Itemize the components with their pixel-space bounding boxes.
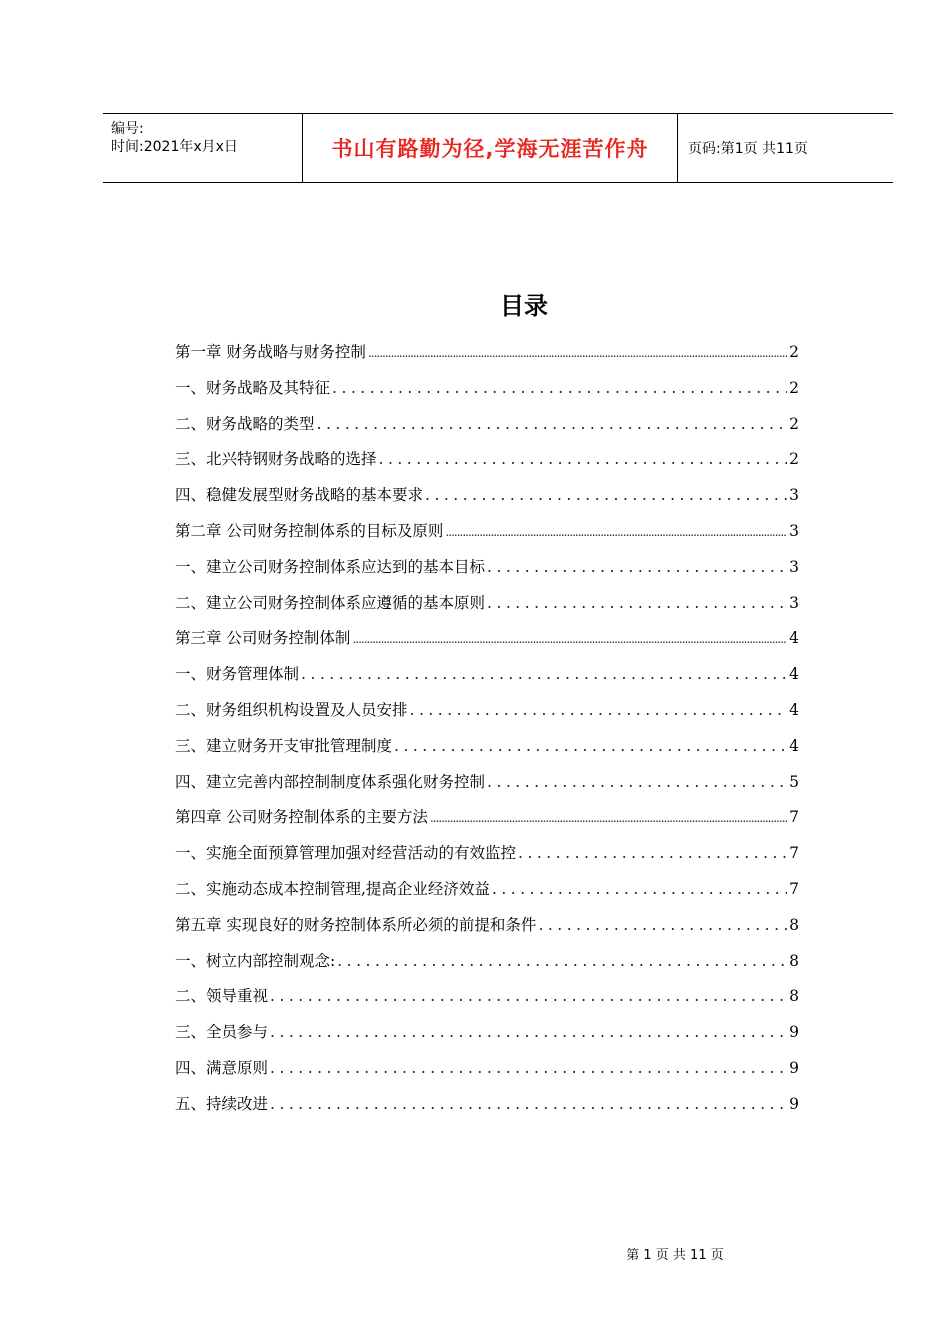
toc-entry-page: 8 [789, 915, 799, 934]
toc-entry-title: 第五章 实现良好的财务控制体系所必须的前提和条件 [175, 915, 537, 934]
toc-leader-dots [379, 442, 788, 478]
toc-entry-title: 三、全员参与 [175, 1023, 269, 1042]
toc-entry[interactable] [175, 657, 799, 693]
toc-entry-page: 2 [789, 414, 799, 433]
toc-entry-title: 一、建立公司财务控制体系应达到的基本目标 [175, 557, 486, 576]
toc-entry-title: 二、领导重视 [175, 987, 269, 1006]
toc-entry[interactable] [175, 407, 799, 443]
toc-entry-page: 4 [789, 736, 799, 755]
toc-entry-page: 2 [789, 378, 799, 397]
toc-entry[interactable] [175, 1087, 799, 1123]
toc-leader-dots [317, 407, 788, 443]
toc-entry[interactable] [175, 371, 799, 407]
toc-leader-dots [430, 801, 787, 837]
toc-leader-dots [270, 1087, 787, 1123]
header-motto: 书山有路勤为径,学海无涯苦作舟 [303, 114, 678, 182]
toc-entry-title: 五、持续改进 [175, 1094, 269, 1113]
toc-title: 目录 [500, 292, 548, 320]
toc-entry-page: 3 [789, 521, 799, 540]
toc-entry[interactable] [175, 621, 799, 657]
toc-entry-title: 四、建立完善内部控制制度体系强化财务控制 [175, 772, 486, 791]
toc-entry[interactable] [175, 979, 799, 1015]
toc-entry-title: 三、北兴特钢财务战略的选择 [175, 450, 377, 469]
toc-entry-title: 三、建立财务开支审批管理制度 [175, 736, 393, 755]
toc-entry-page: 2 [789, 450, 799, 469]
toc-entry[interactable] [175, 908, 799, 944]
toc-entry-title: 四、稳健发展型财务战略的基本要求 [175, 486, 424, 505]
toc-leader-dots [492, 872, 787, 908]
toc-entry-page: 4 [789, 629, 799, 648]
toc-entry[interactable] [175, 442, 799, 478]
time-label: 时间:2021年x月x日 [111, 139, 238, 155]
toc-entry-title: 二、财务组织机构设置及人员安排 [175, 700, 408, 719]
toc-entry-title: 第四章 公司财务控制体系的主要方法 [175, 808, 428, 827]
toc-entry-title: 一、树立内部控制观念: [175, 951, 336, 970]
toc-entry-title: 一、财务管理体制 [175, 665, 300, 684]
toc-leader-dots [425, 478, 787, 514]
document-header [103, 113, 893, 183]
toc-leader-dots [337, 944, 787, 980]
number-label: 编号: [111, 121, 144, 137]
toc-entry[interactable] [175, 693, 799, 729]
toc-leader-dots [487, 765, 787, 801]
toc-entry[interactable] [175, 872, 799, 908]
toc-leader-dots [270, 1051, 787, 1087]
toc-entry-page: 5 [789, 772, 799, 791]
toc-entry-page: 7 [789, 808, 799, 827]
toc-entry-page: 7 [789, 879, 799, 898]
toc-entry-title: 一、实施全面预算管理加强对经营活动的有效监控 [175, 844, 517, 863]
toc-leader-dots [487, 586, 787, 622]
toc-entry[interactable] [175, 514, 799, 550]
toc-entry-page: 8 [789, 987, 799, 1006]
toc-entry[interactable] [175, 800, 799, 836]
toc-leader-dots [352, 622, 787, 658]
toc-entry[interactable] [175, 1015, 799, 1051]
toc-entry-page: 3 [789, 486, 799, 505]
toc-entry[interactable] [175, 586, 799, 622]
toc-entry[interactable] [175, 1051, 799, 1087]
toc-entry-title: 二、财务战略的类型 [175, 414, 315, 433]
page-footer: 第 1 页 共 11 页 [626, 1248, 724, 1263]
toc-leader-dots [394, 729, 787, 765]
header-meta [103, 114, 303, 182]
toc-entry[interactable] [175, 944, 799, 980]
table-of-contents [175, 335, 799, 1123]
toc-leader-dots [410, 693, 788, 729]
toc-leader-dots [538, 908, 787, 944]
toc-entry-title: 第二章 公司财务控制体系的目标及原则 [175, 521, 444, 540]
toc-entry-page: 7 [789, 844, 799, 863]
toc-leader-dots [332, 371, 787, 407]
toc-entry[interactable] [175, 765, 799, 801]
toc-entry-title: 二、建立公司财务控制体系应遵循的基本原则 [175, 593, 486, 612]
header-page-info: 页码:第1页 共11页 [688, 141, 808, 157]
toc-entry-page: 9 [789, 1023, 799, 1042]
toc-leader-dots [270, 979, 787, 1015]
toc-entry-page: 2 [789, 343, 799, 361]
toc-entry-title: 四、满意原则 [175, 1058, 269, 1077]
toc-entry-title: 第三章 公司财务控制体制 [175, 629, 351, 648]
toc-entry[interactable] [175, 550, 799, 586]
toc-entry[interactable] [175, 478, 799, 514]
toc-entry-page: 3 [789, 557, 799, 576]
toc-entry-page: 4 [789, 665, 799, 684]
toc-leader-dots [368, 336, 787, 372]
toc-entry[interactable] [175, 729, 799, 765]
toc-entry-title: 二、实施动态成本控制管理,提高企业经济效益 [175, 879, 490, 898]
toc-leader-dots [518, 836, 787, 872]
toc-entry-page: 4 [789, 700, 799, 719]
toc-leader-dots [445, 515, 787, 551]
toc-entry-page: 3 [789, 593, 799, 612]
toc-entry[interactable] [175, 836, 799, 872]
toc-leader-dots [270, 1015, 787, 1051]
toc-entry-page: 8 [789, 951, 799, 970]
toc-leader-dots [487, 550, 787, 586]
toc-entry[interactable] [175, 335, 799, 371]
toc-leader-dots [301, 657, 787, 693]
toc-entry-title: 第一章 财务战略与财务控制 [175, 343, 366, 361]
toc-entry-title: 一、财务战略及其特征 [175, 378, 331, 397]
toc-entry-page: 9 [789, 1094, 799, 1113]
toc-entry-page: 9 [789, 1058, 799, 1077]
